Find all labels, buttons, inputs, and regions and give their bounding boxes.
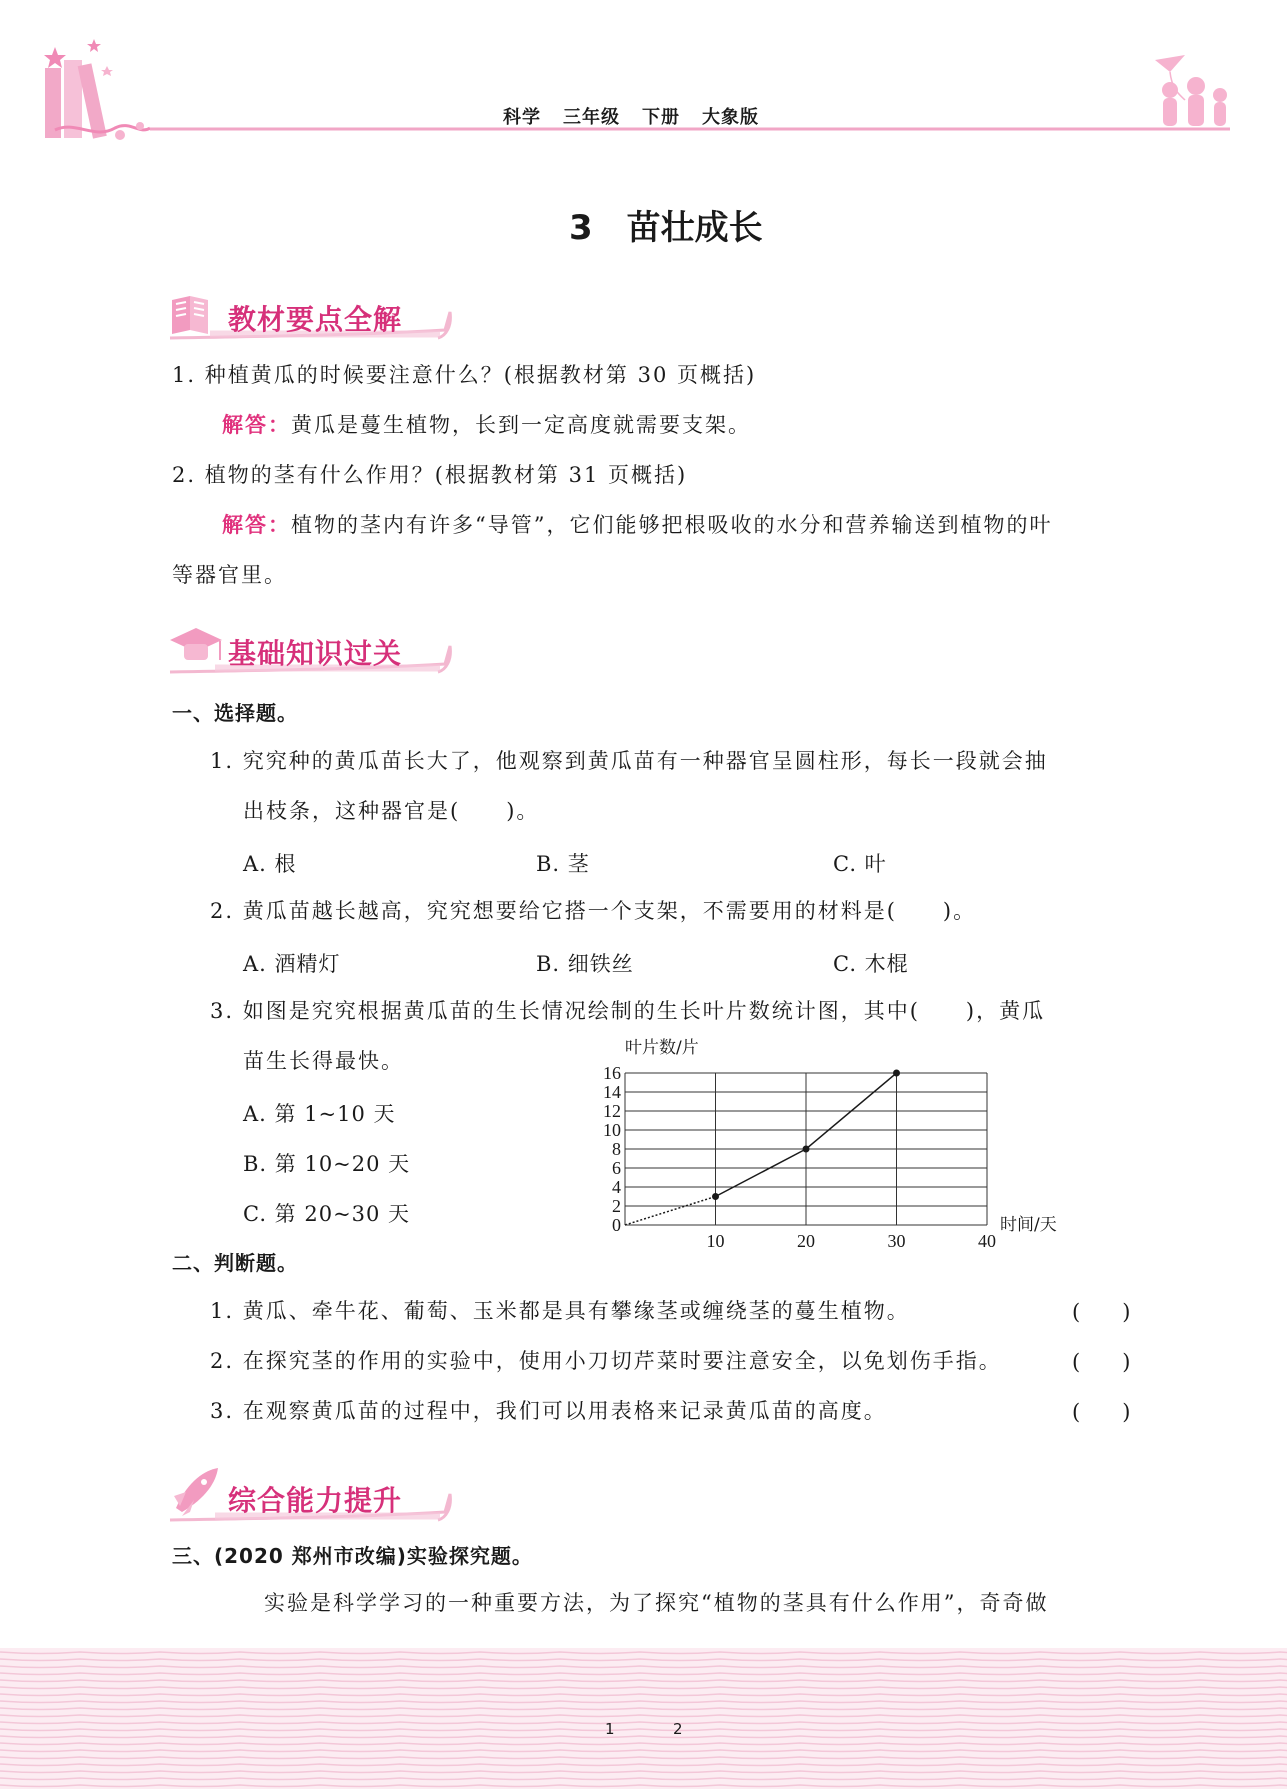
chart-ylabel: 叶片数/片 (625, 1038, 699, 1058)
judge-answer-blank-2[interactable]: ( ) (1072, 1350, 1131, 1374)
section-title-textbook: 教材要点全解 (228, 303, 403, 336)
chart-series (625, 1070, 900, 1226)
leaf-count-chart (590, 1035, 1090, 1250)
judge-item-1: 1. 黄瓜、牵牛花、葡萄、玉米都是具有攀缘茎或缠绕茎的蔓生植物。 (210, 1299, 910, 1323)
choice-2-option-b: B. 细铁丝 (536, 952, 634, 976)
choice-question-3-cont: 苗生长得最快。 (243, 1049, 404, 1073)
chart-line-segment (716, 1149, 807, 1197)
choice-1-option-a: A. 根 (243, 852, 297, 876)
answer-label: 解答： (222, 513, 291, 537)
textbook-answer-2-cont: 等器官里。 (172, 563, 287, 587)
chart-line-segment (625, 1197, 716, 1226)
judge-heading: 二、判断题。 (172, 1251, 298, 1275)
choice-question-1: 1. 究究种的黄瓜苗长大了，他观察到黄瓜苗有一种器官呈圆柱形，每长一段就会抽 (210, 749, 1048, 773)
choice-3-option-c: C. 第 20~30 天 (243, 1202, 411, 1226)
choice-3-option-a: A. 第 1~10 天 (243, 1102, 396, 1126)
page-number-left: 1 (605, 1720, 615, 1738)
chart-xtick-label: 30 (887, 1231, 906, 1250)
textbook-answer-1 (222, 410, 751, 440)
rocket-icon (174, 1468, 218, 1516)
choice-1-option-c: C. 叶 (833, 852, 887, 876)
chart-ytick-label: 6 (612, 1158, 621, 1178)
experiment-paragraph: 实验是科学学习的一种重要方法，为了探究“植物的茎具有什么作用”，奇奇做 (264, 1591, 1049, 1615)
chart-ytick-label: 12 (603, 1101, 621, 1121)
chart-ytick-label: 0 (612, 1215, 621, 1235)
book-icon (172, 296, 208, 334)
choice-3-option-b: B. 第 10~20 天 (243, 1152, 411, 1176)
lesson-title: 苗壮成长 (626, 208, 763, 248)
footer-stripes (0, 1648, 1287, 1789)
chart-ytick-label: 10 (603, 1120, 621, 1140)
chart-xtick-label: 20 (797, 1231, 815, 1250)
answer-label: 解答： (222, 413, 291, 437)
choice-2-option-c: C. 木棍 (833, 952, 909, 976)
chart-point (712, 1193, 719, 1200)
textbook-answer-2 (222, 510, 1052, 540)
judge-item-3: 3. 在观察黄瓜苗的过程中，我们可以用表格来记录黄瓜苗的高度。 (210, 1399, 887, 1423)
header-edition: 大象版 (702, 107, 759, 128)
choice-question-1-cont: 出枝条，这种器官是( )。 (243, 799, 540, 823)
section-title-basics: 基础知识过关 (228, 637, 403, 670)
judge-answer-blank-3[interactable]: ( ) (1072, 1400, 1131, 1424)
chart-ytick-label: 8 (612, 1139, 621, 1159)
section-title-comprehensive: 综合能力提升 (228, 1484, 403, 1517)
experiment-heading: 三、(2020 郑州市改编)实验探究题。 (172, 1544, 533, 1568)
judge-answer-blank-1[interactable]: ( ) (1072, 1300, 1131, 1324)
chart-ytick-label: 16 (603, 1063, 621, 1083)
answer-text: 植物的茎内有许多“导管”，它们能够把根吸收的水分和营养输送到植物的叶 (291, 513, 1053, 537)
header-subject: 科学 (503, 107, 541, 128)
chart-xlabel: 时间/天 (1000, 1215, 1057, 1235)
judge-item-2: 2. 在探究茎的作用的实验中，使用小刀切芹菜时要注意安全，以免划伤手指。 (210, 1349, 1002, 1373)
graduation-cap-icon (170, 628, 222, 660)
header-volume: 下册 (642, 107, 680, 128)
chart-ytick-label: 14 (603, 1082, 621, 1102)
textbook-question-1: 1. 种植黄瓜的时候要注意什么？(根据教材第 30 页概括) (172, 363, 757, 387)
choice-2-option-a: A. 酒精灯 (243, 952, 341, 976)
textbook-question-2: 2. 植物的茎有什么作用？(根据教材第 31 页概括) (172, 463, 688, 487)
chart-xtick-label: 10 (706, 1231, 725, 1250)
answer-text: 黄瓜是蔓生植物，长到一定高度就需要支架。 (291, 413, 751, 437)
chart-ticks (603, 1063, 996, 1250)
choice-question-2: 2. 黄瓜苗越长越高，究究想要给它搭一个支架，不需要用的材料是( )。 (210, 899, 977, 923)
header-grade: 三年级 (563, 107, 620, 128)
chart-point (893, 1070, 900, 1077)
chart-xtick-label: 40 (978, 1231, 996, 1250)
chart-ytick-label: 4 (612, 1177, 621, 1197)
choice-question-3: 3. 如图是究究根据黄瓜苗的生长情况绘制的生长叶片数统计图，其中( )，黄瓜 (210, 999, 1046, 1023)
choice-1-option-b: B. 茎 (536, 852, 590, 876)
chart-ytick-label: 2 (612, 1196, 621, 1216)
page-number-right: 2 (673, 1720, 683, 1738)
choice-heading: 一、选择题。 (172, 701, 298, 725)
chart-point (803, 1146, 810, 1153)
lesson-number: 3 (569, 208, 593, 248)
